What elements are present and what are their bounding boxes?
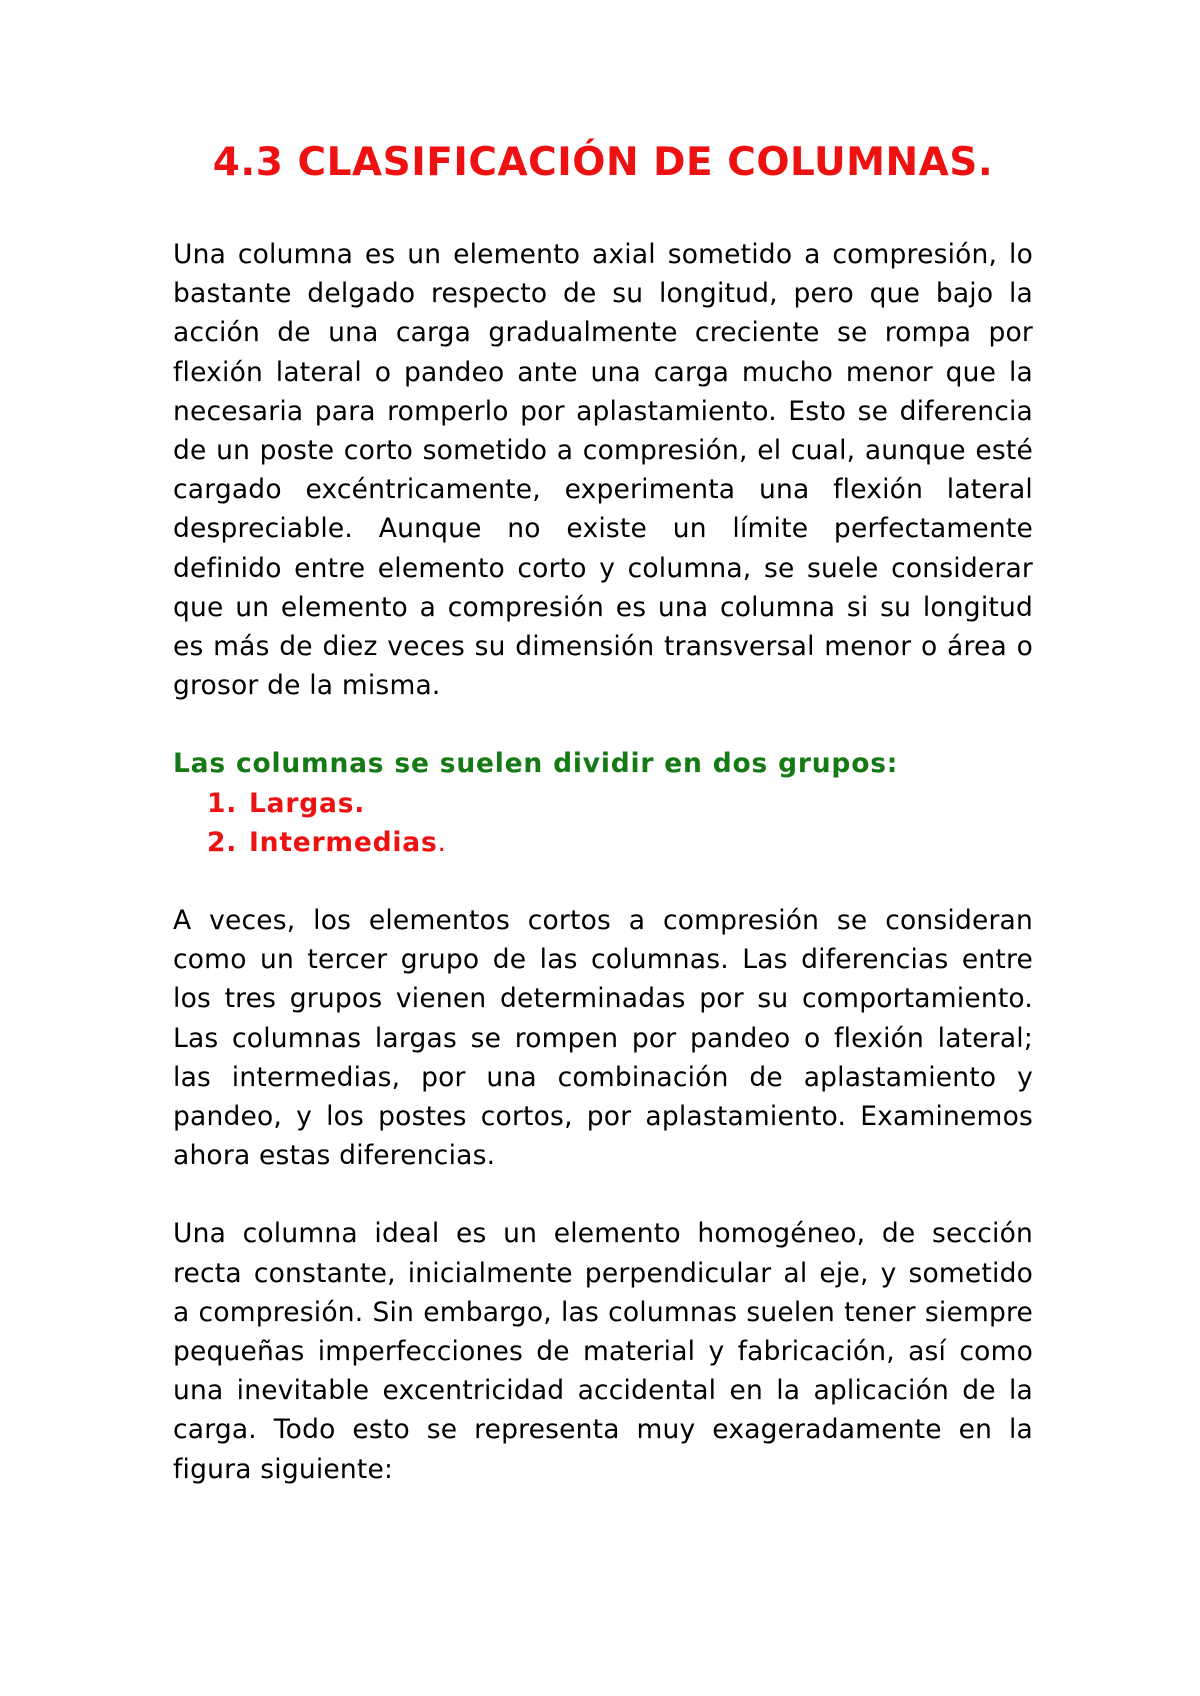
intro-paragraph: Una columna es un elemento axial sometido a compresión, lo bastante delgado respecto de su longitud, pero que bajo la acción de una carga gradualmente creciente se rompa por flexión lateral o pandeo ante una carga mucho menor que la necesaria para romperlo por aplastamiento. Esto se diferencia de un poste corto sometido a compresión, el cual, aunque esté cargado excéntricamente, experimenta una flexión lateral despreciable. Aunque no existe un límite perfectamente definido entre elemento corto y columna, se suele considerar que un elemento a compresión es una columna si su longitud es más de diez veces su dimensión transversal menor o área o grosor de la misma. <box>173 239 1033 702</box>
list-item-largas <box>207 784 1033 823</box>
list-item-intermedias <box>207 823 1033 862</box>
list-item-label: Intermedias <box>249 826 438 858</box>
document-page <box>173 140 1033 1528</box>
list-item-number: 1. <box>207 787 238 819</box>
section-title: 4.3 CLASIFICACIÓN DE COLUMNAS. <box>212 140 994 185</box>
ideal-column-paragraph: Una columna ideal es un elemento homogéneo, de sección recta constante, inicialmente perpendicular al eje, y sometido a compresión. Sin embargo, las columnas suelen tener siempre pequeñas imperfecciones de material y fabricación, así como una inevitable excentricidad accidental en la aplicación de la carga. Todo esto se representa muy exageradamente en la figura siguiente: <box>173 1218 1033 1485</box>
list-item-number: 2. <box>207 826 238 858</box>
groups-heading: Las columnas se suelen dividir en dos grupos: <box>173 748 899 780</box>
list-item-label: Largas. <box>249 787 366 819</box>
list-item-suffix: . <box>437 826 447 858</box>
comparison-paragraph: A veces, los elementos cortos a compresión se consideran como un tercer grupo de las columnas. Las diferencias entre los tres grupos vienen determinadas por su comportamiento. Las columnas largas se rompen por pandeo o flexión lateral; las intermedias, por una combinación de aplastamiento y pandeo, y los postes cortos, por aplastamiento. Examinemos ahora estas diferencias. <box>173 905 1033 1172</box>
column-groups-list <box>173 784 1033 862</box>
